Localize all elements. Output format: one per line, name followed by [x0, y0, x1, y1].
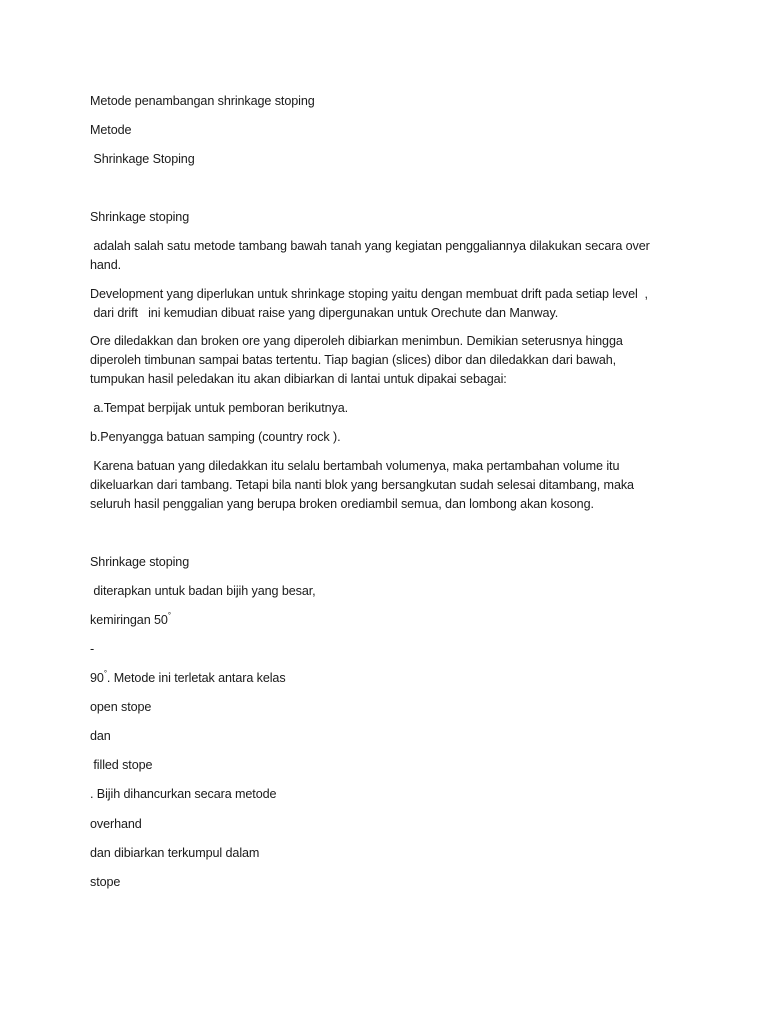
text-segment: . Metode ini terletak antara kelas: [106, 671, 286, 685]
text-line: diterapkan untuk badan bijih yang besar,: [90, 584, 316, 598]
text-line: . Bijih dihancurkan secara metode: [90, 787, 277, 801]
degree-symbol: °: [167, 611, 171, 620]
paragraph-development: [90, 285, 670, 323]
paragraph-line: adalah salah satu metode tambang bawah tanah yang kegiatan penggaliannya dilakukan secara over: [90, 239, 650, 253]
degree-symbol: °: [103, 669, 107, 678]
list-item-b: b.Penyangga batuan samping (country rock ).: [90, 430, 341, 444]
heading-shrinkage-stoping: Shrinkage Stoping: [90, 152, 195, 166]
paragraph-line: dari drift ini kemudian dibuat raise yang dipergunakan untuk Orechute dan Manway.: [90, 306, 559, 320]
text-segment: 90: [90, 671, 104, 685]
paragraph-volume: [90, 457, 670, 514]
text-line: filled stope: [90, 758, 153, 772]
text-line-ninety: [90, 669, 286, 688]
paragraph-line: hand.: [90, 258, 122, 272]
paragraph-line: tumpukan hasil peledakan itu akan dibiarkan di lantai untuk dipakai sebagai:: [90, 372, 507, 386]
list-item-a: a.Tempat berpijak untuk pemboran berikutnya.: [90, 401, 349, 415]
document-title: Metode penambangan shrinkage stoping: [90, 94, 315, 108]
section-title-shrinkage-2: Shrinkage stoping: [90, 555, 190, 569]
paragraph-line: Ore diledakkan dan broken ore yang diperoleh dibiarkan menimbun. Demikian seterusnya hingga: [90, 334, 623, 348]
text-line: stope: [90, 875, 121, 889]
paragraph-line: seluruh hasil penggalian yang berupa broken orediambil semua, dan lombong akan kosong.: [90, 497, 594, 511]
section-title-shrinkage: Shrinkage stoping: [90, 210, 190, 224]
paragraph-line: Development yang diperlukan untuk shrinkage stoping yaitu dengan membuat drift pada setiap level ,: [90, 287, 648, 301]
text-line-inclination: [90, 611, 171, 630]
paragraph-line: Karena batuan yang diledakkan itu selalu bertambah volumenya, maka pertambahan volume itu: [90, 459, 620, 473]
text-line: dan dibiarkan terkumpul dalam: [90, 846, 260, 860]
paragraph-line: dikeluarkan dari tambang. Tetapi bila nanti blok yang bersangkutan sudah selesai ditambang, maka: [90, 478, 634, 492]
paragraph-line: diperoleh timbunan sampai batas tertentu. Tiap bagian (slices) dibor dan diledakkan dari bawah,: [90, 353, 617, 367]
text-line: open stope: [90, 700, 152, 714]
text-dash: -: [90, 642, 95, 656]
text-segment: kemiringan 50: [90, 613, 168, 627]
paragraph-ore-blasting: [90, 332, 670, 389]
paragraph-definition: [90, 237, 670, 275]
heading-metode: Metode: [90, 123, 132, 137]
text-line: dan: [90, 729, 111, 743]
text-line: overhand: [90, 817, 142, 831]
